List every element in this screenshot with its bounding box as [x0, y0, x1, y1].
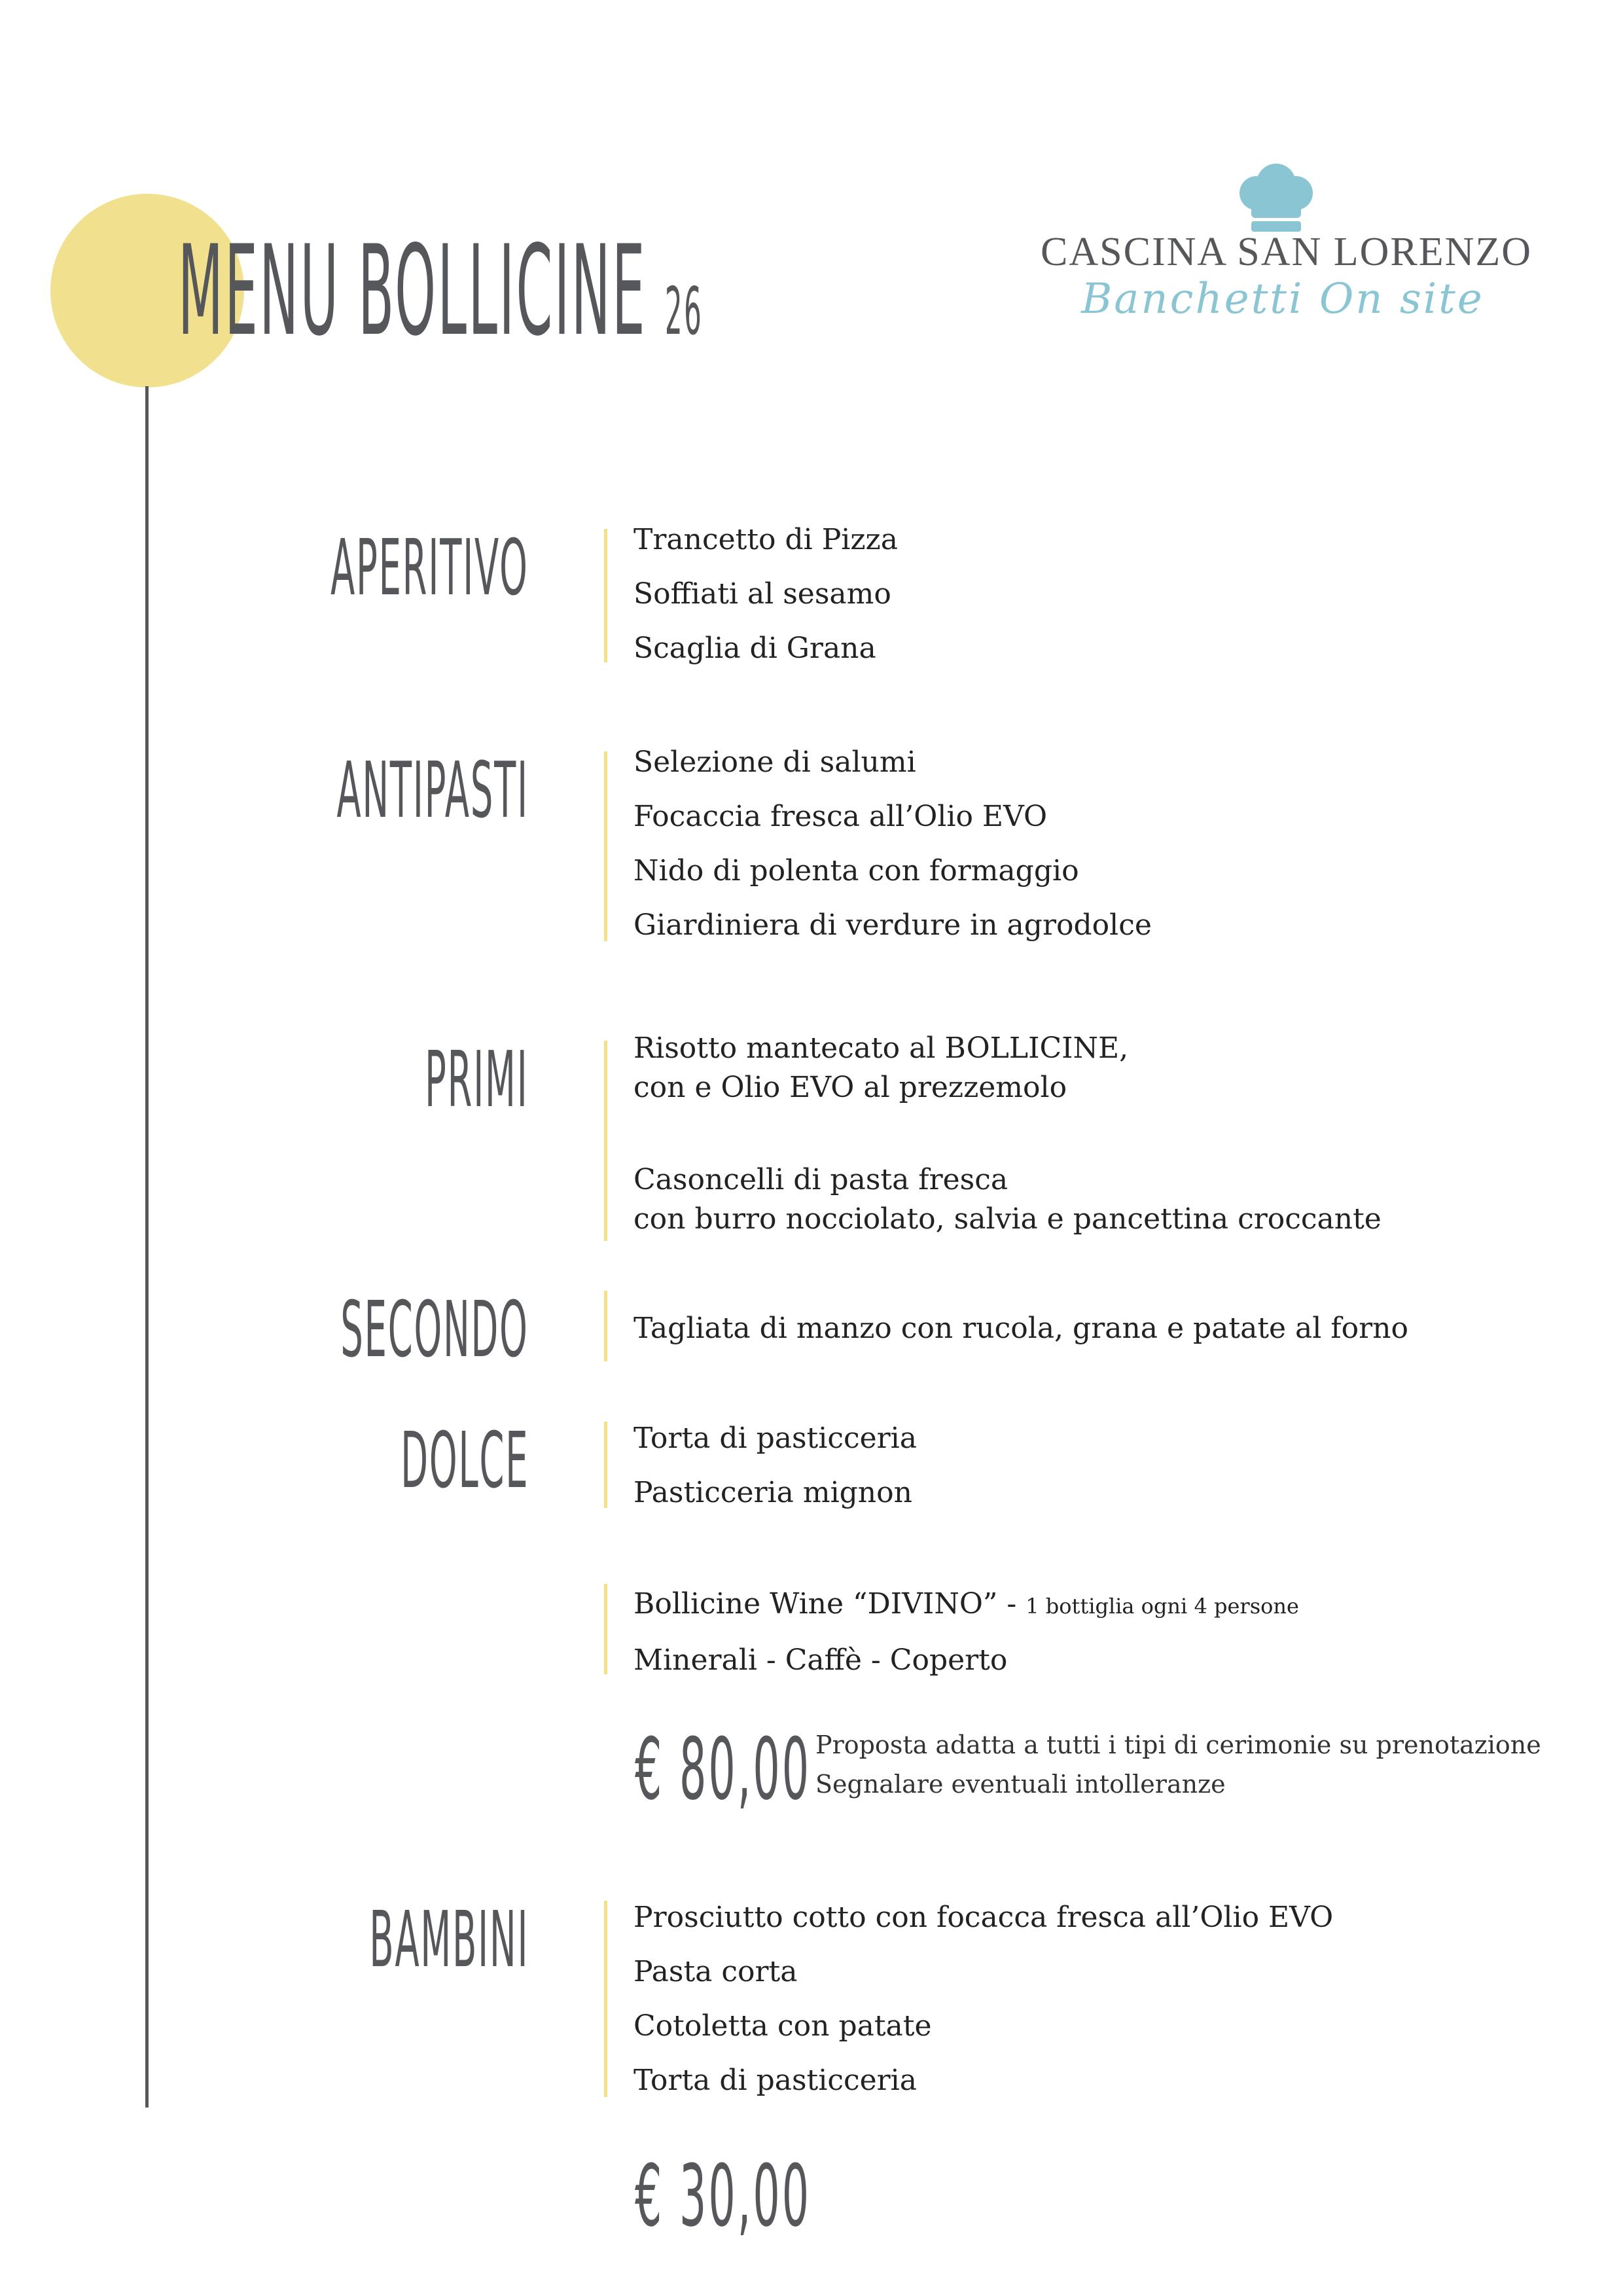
section-bar	[604, 1041, 607, 1241]
main-price: € 80,00	[635, 1719, 812, 1819]
menu-item: Tagliata di manzo con rucola, grana e patate al forno	[633, 1312, 1408, 1345]
wine-note: 1 bottiglia ogni 4 persone	[1026, 1594, 1299, 1619]
menu-item: con burro nocciolato, salvia e pancettina croccante	[633, 1202, 1382, 1236]
logo-name: CASCINA SAN LORENZO	[1041, 230, 1533, 274]
section-bar	[604, 1584, 607, 1674]
menu-item: Prosciutto cotto con focacca fresca all’Olio EVO	[633, 1901, 1334, 1934]
section-bar	[604, 751, 607, 941]
menu-item: Nido di polenta con formaggio	[633, 854, 1079, 888]
section-label-antipasti: ANTIPASTI	[336, 745, 529, 835]
section-label-secondo: SECONDO	[340, 1284, 529, 1374]
section-label-primi: PRIMI	[425, 1034, 529, 1124]
menu-item: Pasta corta	[633, 1955, 798, 1988]
menu-item: Risotto mantecato al BOLLICINE,	[633, 1031, 1129, 1065]
menu-item: Selezione di salumi	[633, 745, 916, 779]
menu-item: Cotoletta con patate	[633, 2009, 932, 2043]
chef-hat-icon	[1237, 164, 1315, 236]
kids-price: € 30,00	[635, 2146, 812, 2246]
logo-tagline: Banchetti On site	[1081, 275, 1484, 323]
wine-label: Bollicine Wine “DIVINO” -	[633, 1587, 1026, 1621]
section-bar	[604, 1901, 607, 2097]
menu-item: Casoncelli di pasta fresca	[633, 1163, 1008, 1196]
price-note: Proposta adatta a tutti i tipi di cerimonie su prenotazione	[815, 1731, 1541, 1759]
menu-item: Scaglia di Grana	[633, 632, 876, 665]
menu-item: Pasticceria mignon	[633, 1476, 912, 1509]
menu-item: Soffiati al sesamo	[633, 577, 891, 611]
page-title	[178, 219, 704, 363]
section-label-bambini: BAMBINI	[369, 1894, 529, 1984]
menu-item: Trancetto di Pizza	[633, 523, 898, 556]
timeline-line	[145, 386, 149, 2108]
section-bar	[604, 1291, 607, 1361]
logo	[1041, 164, 1533, 340]
menu-item: Minerali - Caffè - Coperto	[633, 1643, 1008, 1677]
menu-item: Focaccia fresca all’Olio EVO	[633, 800, 1048, 833]
menu-item: Torta di pasticceria	[633, 1422, 917, 1455]
price-note: Segnalare eventuali intolleranze	[815, 1770, 1226, 1799]
section-bar	[604, 529, 607, 662]
menu-item: con e Olio EVO al prezzemolo	[633, 1071, 1067, 1104]
section-label-aperitivo: APERITIVO	[330, 522, 529, 613]
menu-item: Giardiniera di verdure in agrodolce	[633, 908, 1152, 942]
section-label-dolce: DOLCE	[400, 1415, 529, 1505]
section-bar	[604, 1422, 607, 1508]
menu-item: Torta di pasticceria	[633, 2064, 917, 2097]
title-text: MENU BOLLICINE	[178, 219, 647, 363]
title-number: 26	[664, 273, 704, 350]
menu-item-wine	[633, 1585, 1299, 1626]
